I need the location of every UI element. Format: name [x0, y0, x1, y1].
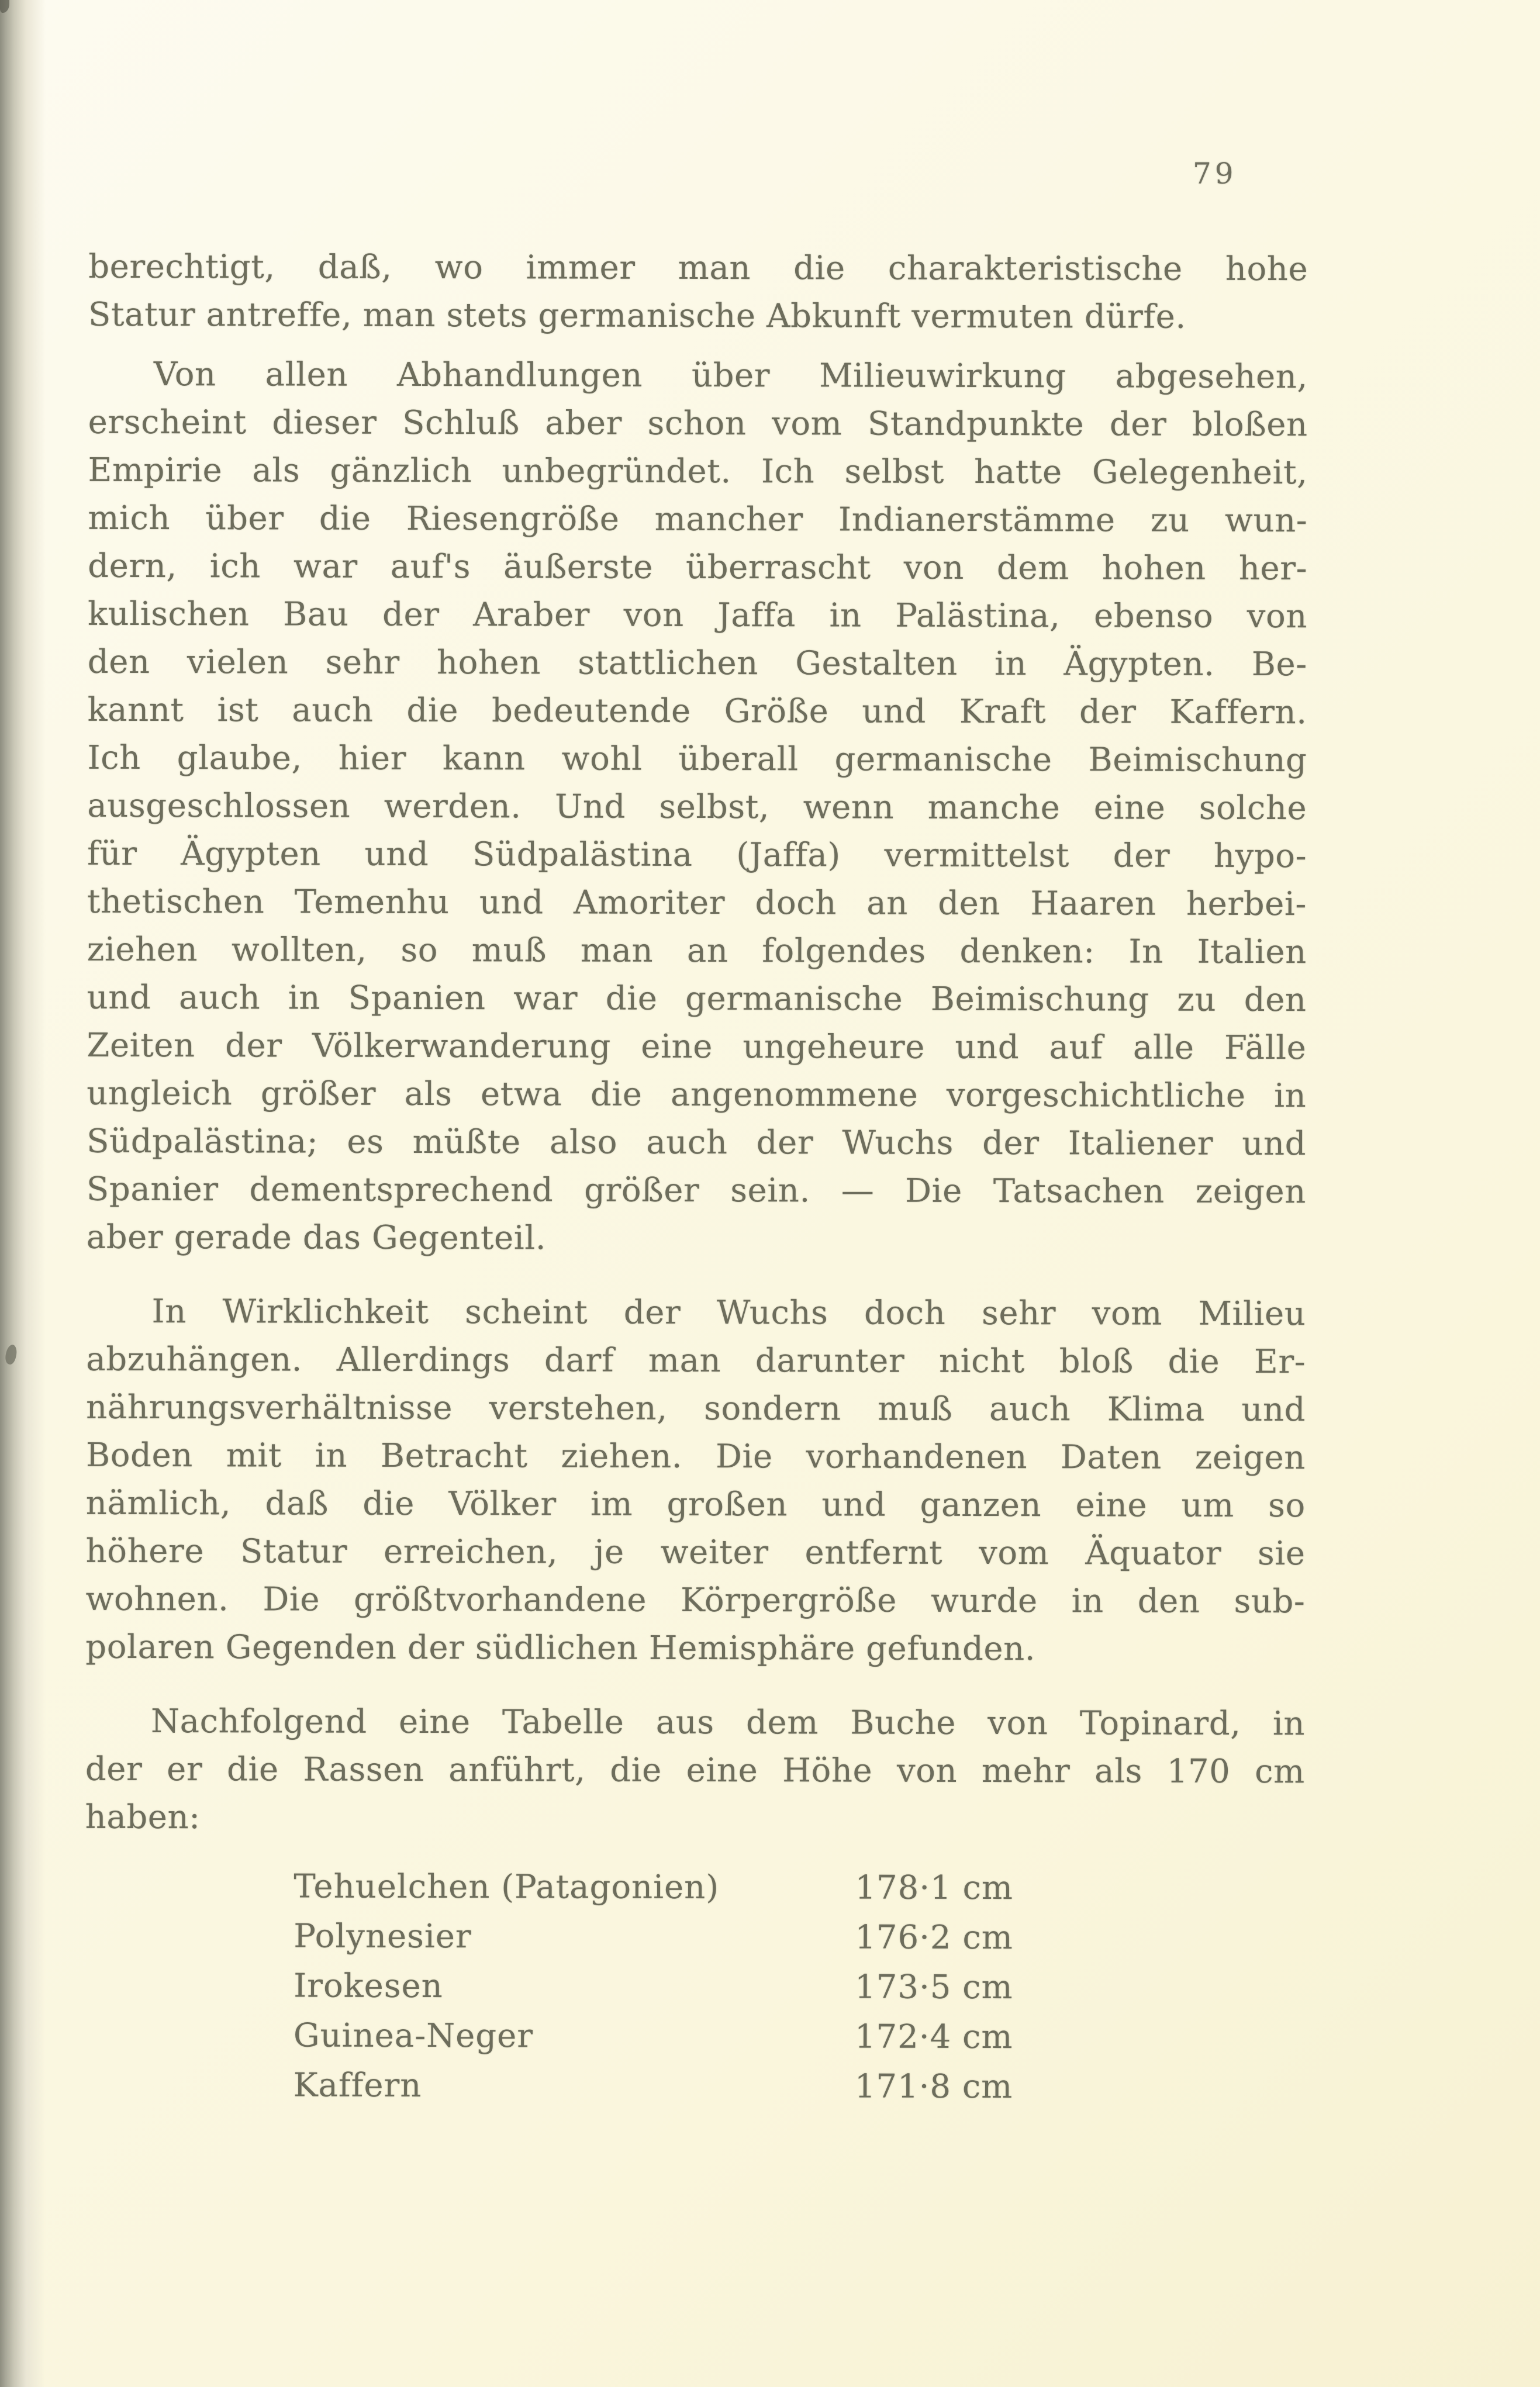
- text-line: Südpalästina; es müßte also auch der Wuchs der Italiener und: [87, 1122, 1307, 1163]
- height-value: 173·5 cm: [855, 1968, 1013, 2007]
- race-name: Kaffern: [293, 2066, 422, 2105]
- margin-ink-speck: [4, 1343, 19, 1365]
- text-line: für Ägypten und Südpalästina (Jaffa) vermittelst der hypo-: [87, 834, 1307, 876]
- text-line: und auch in Spanien war die germanische Beimischung zu den: [87, 978, 1307, 1020]
- text-line: kulischen Bau der Araber von Jaffa in Palästina, ebenso von: [87, 595, 1308, 636]
- text-line: aber gerade das Gegenteil.: [86, 1218, 547, 1258]
- race-name: Polynesier: [294, 1917, 472, 1956]
- text-line: polaren Gegenden der südlichen Hemisphäre gefunden.: [85, 1628, 1036, 1669]
- height-value: 176·2 cm: [855, 1918, 1013, 1957]
- text-line: Ich glaube, hier kann wohl überall germanische Beimischung: [87, 738, 1307, 780]
- height-value: 172·4 cm: [854, 2018, 1013, 2057]
- text-line: Boden mit in Betracht ziehen. Die vorhandenen Daten zeigen: [85, 1436, 1306, 1477]
- text-line: Statur antreffe, man stets germanische Abkunft vermuten dürfe.: [88, 295, 1186, 336]
- text-line: Empirie als gänzlich unbegründet. Ich selbst hatte Gelegenheit,: [88, 451, 1308, 492]
- text-line: höhere Statur erreichen, je weiter entfernt vom Äquator sie: [85, 1532, 1306, 1573]
- paragraph: [88, 243, 1308, 341]
- body-text: [85, 243, 1308, 2112]
- text-line: abzuhängen. Allerdings darf man darunter nicht bloß die Er-: [86, 1340, 1306, 1381]
- text-line: Nachfolgend eine Tabelle aus dem Buche von Topinard, in: [150, 1702, 1306, 1743]
- corner-ink-mark: [0, 0, 9, 13]
- paragraph: [85, 1698, 1306, 1844]
- text-line: dern, ich war auf's äußerste überrascht von dem hohen her-: [88, 547, 1308, 588]
- page-number: 79: [1193, 157, 1237, 191]
- text-line: In Wirklichkeit scheint der Wuchs doch sehr vom Milieu: [151, 1293, 1306, 1334]
- height-value: 178·1 cm: [855, 1868, 1014, 1908]
- text-line: der er die Rassen anführt, die eine Höhe von mehr als 170 cm: [85, 1750, 1305, 1791]
- text-line: berechtigt, daß, wo immer man die charakteristische hohe: [88, 247, 1308, 289]
- text-line: ziehen wollten, so muß man an folgendes denken: In Italien: [87, 930, 1307, 972]
- paragraph: [87, 351, 1308, 1264]
- text-line: thetischen Temenhu und Amoriter doch an den Haaren herbei-: [87, 882, 1307, 924]
- text-line: ausgeschlossen werden. Und selbst, wenn manche eine solche: [87, 786, 1307, 828]
- text-line: nährungsverhältnisse verstehen, sondern muß auch Klima und: [86, 1388, 1306, 1429]
- paragraph: [85, 1288, 1306, 1674]
- stature-table: [294, 1862, 1101, 2112]
- text-line: erscheint dieser Schluß aber schon vom Standpunkte der bloßen: [88, 403, 1308, 444]
- table-row: [294, 2061, 1100, 2112]
- text-line: Zeiten der Völkerwanderung eine ungeheure und auf alle Fälle: [87, 1026, 1307, 1068]
- height-value: 171·8 cm: [854, 2067, 1013, 2106]
- race-name: Irokesen: [294, 1967, 443, 2006]
- table-row: [294, 1961, 1100, 2013]
- text-line: wohnen. Die größtvorhandene Körpergröße wurde in den sub-: [85, 1580, 1306, 1621]
- table-row: [294, 1912, 1100, 1963]
- race-name: Tehuelchen (Patagonien): [294, 1867, 720, 1907]
- table-row: [294, 2011, 1100, 2063]
- text-line: haben:: [85, 1798, 201, 1837]
- text-line: den vielen sehr hohen stattlichen Gestalten in Ägypten. Be-: [87, 642, 1307, 684]
- text-line: Spanier dementsprechend größer sein. — Die Tatsachen zeigen: [86, 1170, 1307, 1211]
- race-name: Guinea-Neger: [293, 2016, 534, 2056]
- text-line: kannt ist auch die bedeutende Größe und Kraft der Kaffern.: [87, 690, 1307, 732]
- text-line: mich über die Riesengröße mancher Indianerstämme zu wun-: [88, 499, 1308, 540]
- text-line: Von allen Abhandlungen über Milieuwirkung abgesehen,: [153, 355, 1308, 396]
- table-row: [294, 1862, 1100, 1913]
- text-line: ungleich größer als etwa die angenommene vorgeschichtliche in: [87, 1074, 1307, 1115]
- text-line: nämlich, daß die Völker im großen und ganzen eine um so: [85, 1484, 1306, 1525]
